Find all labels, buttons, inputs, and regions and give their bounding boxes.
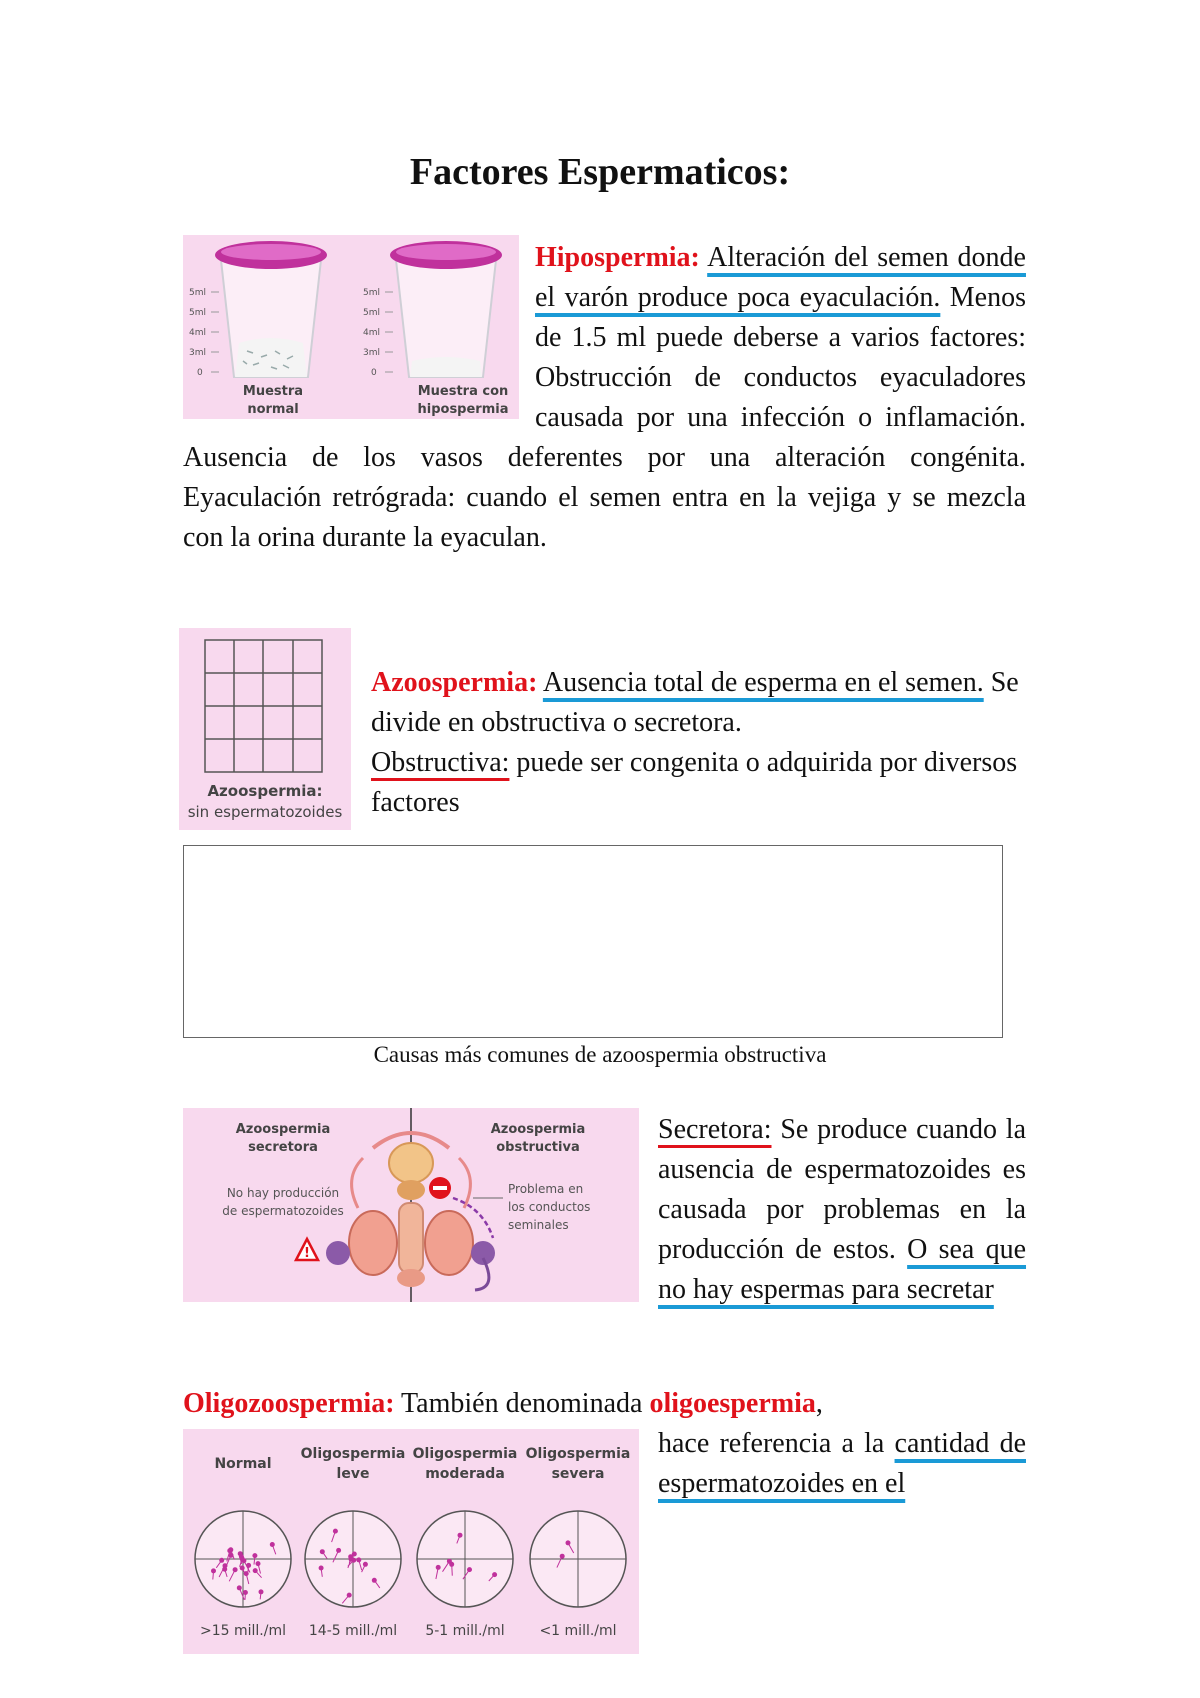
secretora-text: Se produce cuando la ausencia de espermatozoides es causada por problemas en la producción de estos. [658,1114,1026,1265]
secretora-underlined: O sea que no hay espermas para secretar [658,1234,1027,1305]
comma: , [815,1388,823,1419]
sperm-cell [560,1554,565,1559]
scale-label: 0 [197,368,203,378]
oligo-underlined: cantidad de espermatozoides en el [658,1428,1026,1499]
count-label: 14-5 mill./ml [308,1623,398,1639]
scale-label: 5ml [363,288,380,298]
figure-note: Problema en [508,1182,584,1196]
azoospermia-definition: Ausencia total de esperma en el semen. [542,667,984,698]
sperm-cell [270,1542,275,1547]
hipospermia-definition: Alteración del semen donde el varón produce poca eyaculación. [535,242,1026,313]
obstructiva-text: puede ser congenita o adquirida por diversos factores [371,747,1018,818]
hipospermia-text: Menos de 1.5 ml puede deberse a varios factores: Obstrucción de conductos eyaculadores causada por una infección o inflamación. Ausencia de los vasos deferentes por una alteración congénita. Eyaculación retrógrada: cuando el semen entra en la vejiga y se mezcla con la orina durante la eyaculan. [183,282,1026,553]
sperm-cell [333,1529,338,1534]
sperm-cell [222,1567,227,1572]
figure-note: los conductos [508,1200,591,1214]
figure-header: Oligospermia [412,1446,518,1462]
count-label: 5-1 mill./ml [425,1623,505,1639]
sperm-cell [240,1566,245,1571]
azoospermia-text: Se divide en obstructiva o secretora. [371,667,1019,738]
figure-header: moderada [425,1466,505,1482]
figure-note: No hay producción [226,1186,340,1200]
page-title: Factores Espermaticos: [409,151,791,193]
figure-label: Azoospermia [490,1122,586,1137]
figure-header: leve [336,1466,370,1482]
secretora-paragraph [183,1110,1026,1310]
figure-label: hipospermia [417,402,509,417]
figure-label: Muestra [242,384,304,399]
figure-header: Oligospermia [300,1446,406,1462]
figure-label: Muestra con [417,384,509,399]
figure-label: Azoospermia [235,1122,331,1137]
scale-label: 5ml [189,288,206,298]
azoospermia-paragraph [371,663,1026,823]
scale-label: 3ml [363,348,380,358]
count-label: >15 mill./ml [200,1623,286,1639]
figure-label: obstructiva [496,1140,580,1155]
figure-label: sin espermatozoides [187,803,343,821]
sperm-cell [458,1533,463,1538]
figure-label: secretora [248,1140,318,1155]
term-oligoespermia: oligoespermia [649,1388,816,1419]
figure-caption: Causas más comunes de azoospermia obstructiva [373,1042,827,1067]
azoospermia-figure [179,628,351,830]
figure-note: de espermatozoides [222,1204,344,1218]
secretora-label: Secretora: [658,1114,772,1145]
oligo-text-2: hace referencia a la [658,1428,885,1459]
scale-label: 4ml [189,328,206,338]
scale-label: 5ml [189,308,206,318]
term-azoospermia: Azoospermia: [371,667,538,698]
scale-label: 0 [371,368,377,378]
scale-label: 3ml [189,348,206,358]
figure-header: severa [551,1466,605,1482]
float-spacer [183,238,535,430]
figure-label: normal [247,402,299,417]
scale-label: 4ml [363,328,380,338]
obstructiva-label: Obstructiva: [371,747,510,778]
empty-figure-frame [183,845,1003,1038]
term-hipospermia: Hipospermia: [535,242,700,273]
scale-label: 5ml [363,308,380,318]
figure-note: seminales [508,1218,569,1232]
float-spacer [183,1110,658,1310]
figure-header: Oligospermia [525,1446,631,1462]
svg-text:!: ! [304,1246,310,1261]
sperm-cell [233,1567,238,1572]
sperm-tail [452,1564,453,1575]
term-oligozoospermia: Oligozoospermia: [183,1388,395,1419]
oligo-figure [183,1429,639,1654]
count-label: <1 mill./ml [539,1623,617,1639]
hipospermia-paragraph [183,238,1026,558]
oligo-text-1: También denominada [401,1388,643,1419]
figure-label: Azoospermia: [207,782,323,800]
figure-header: Normal [214,1456,272,1472]
